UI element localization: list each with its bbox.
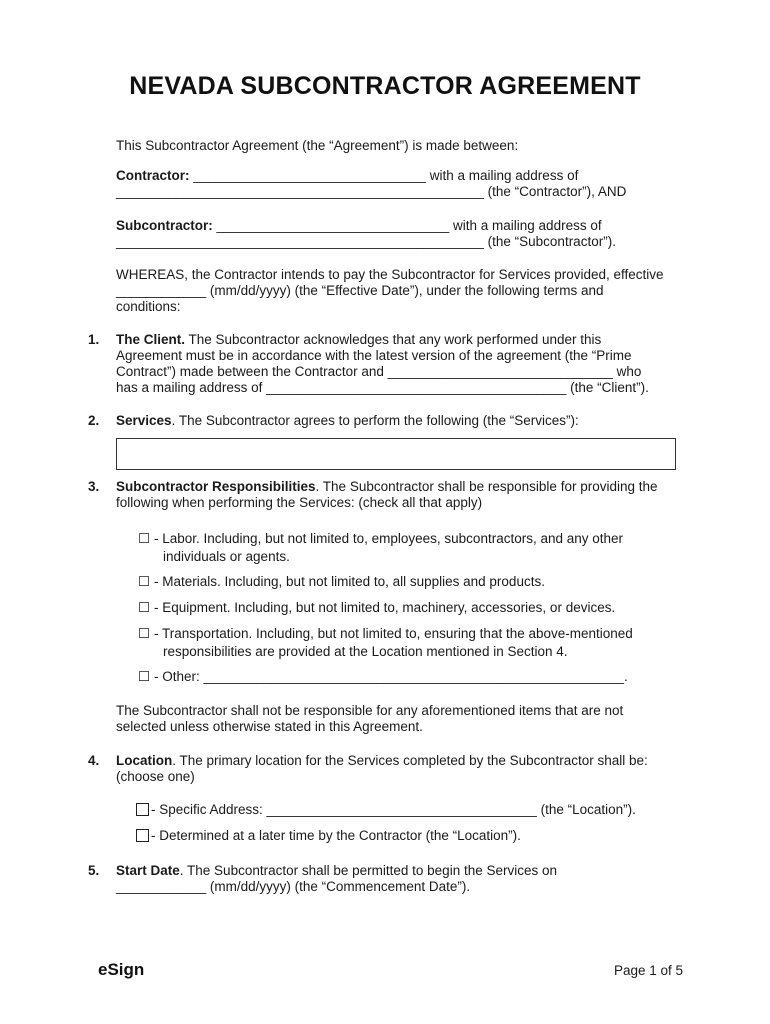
section-2-line	[116, 413, 579, 429]
section-5-line-1	[116, 863, 557, 879]
section-4-text: . The primary location for the Services completed by the Subcontractor shall be:	[172, 753, 648, 768]
section-4-heading: Location	[116, 753, 173, 768]
section-3-note-line-1: The Subcontractor shall not be responsible for any aforementioned items that are not	[116, 703, 624, 718]
labor-checkbox[interactable]: ☐	[138, 531, 151, 546]
materials-option: - Materials. Including, but not limited to, all supplies and products.	[154, 574, 545, 589]
document-title: NEVADA SUBCONTRACTOR AGREEMENT	[129, 72, 641, 100]
section-4-line-1	[116, 753, 648, 769]
specific-address-checkbox[interactable]	[136, 803, 149, 816]
section-1-heading: The Client.	[116, 332, 186, 347]
section-2-text: . The Subcontractor agrees to perform the following (the “Services”):	[171, 413, 579, 428]
contractor-line-1	[116, 168, 578, 184]
contractor-address-line[interactable]: _________________________________________________ (the “Contractor”), AND	[116, 184, 627, 199]
subcontractor-label: Subcontractor:	[116, 218, 213, 233]
page-number: Page 1 of 5	[614, 963, 684, 978]
section-2-heading: Services	[116, 413, 172, 428]
section-5-heading: Start Date	[116, 863, 180, 878]
subcontractor-line-1	[116, 218, 602, 234]
section-3-note-line-2: selected unless otherwise stated in this Agreement.	[116, 719, 423, 734]
other-option[interactable]: - Other: ________________________________________________________.	[154, 669, 628, 684]
section-4-number: 4.	[88, 753, 100, 768]
section-1-line-3[interactable]: Contract”) made between the Contractor and ______________________________ who	[116, 364, 642, 379]
other-checkbox[interactable]: ☐	[138, 669, 151, 684]
section-1-line-1	[116, 332, 601, 348]
whereas-line-2[interactable]: ____________ (mm/dd/yyyy) (the “Effective Date”), under the following terms and	[116, 283, 604, 298]
section-5-number: 5.	[88, 863, 100, 878]
transportation-option-line-1: - Transportation. Including, but not limited to, ensuring that the above-mentioned	[154, 626, 633, 641]
equipment-option: - Equipment. Including, but not limited to, machinery, accessories, or devices.	[154, 600, 616, 615]
transportation-option-line-2: responsibilities are provided at the Location mentioned in Section 4.	[163, 644, 568, 659]
later-determined-option: - Determined at a later time by the Contractor (the “Location”).	[151, 828, 521, 843]
contractor-name-blank[interactable]: _______________________________ with a mailing address of	[189, 168, 579, 183]
esign-logo: eSign	[98, 960, 145, 979]
labor-option-line-1: - Labor. Including, but not limited to, employees, subcontractors, and any other	[154, 531, 624, 546]
equipment-checkbox[interactable]: ☐	[138, 600, 151, 615]
section-3-text: . The Subcontractor shall be responsible for providing the	[315, 479, 658, 494]
section-1-line-2: Agreement must be in accordance with the latest version of the agreement (the “Prime	[116, 348, 632, 363]
subcontractor-address-line[interactable]: _________________________________________________ (the “Subcontractor”).	[116, 234, 616, 249]
section-3-heading: Subcontractor Responsibilities	[116, 479, 316, 494]
section-5-text: . The Subcontractor shall be permitted to begin the Services on	[179, 863, 557, 878]
section-3-line-1	[116, 479, 658, 495]
materials-checkbox[interactable]: ☐	[138, 574, 151, 589]
contractor-label: Contractor:	[116, 168, 190, 183]
section-4-line-2: (choose one)	[116, 769, 195, 784]
section-5-line-2[interactable]: ____________ (mm/dd/yyyy) (the “Commencement Date”).	[116, 879, 471, 894]
whereas-line-3: conditions:	[116, 299, 181, 314]
section-2-number: 2.	[88, 413, 100, 428]
whereas-line-1: WHEREAS, the Contractor intends to pay the Subcontractor for Services provided, effective	[116, 267, 664, 282]
section-3-line-2: following when performing the Services: (check all that apply)	[116, 495, 483, 510]
later-determined-checkbox[interactable]	[136, 829, 149, 842]
section-1-line-4[interactable]: has a mailing address of ________________________________________ (the “Client”).	[116, 380, 649, 395]
labor-option-line-2: individuals or agents.	[163, 549, 290, 564]
section-3-number: 3.	[88, 479, 100, 494]
section-1-number: 1.	[88, 332, 100, 347]
section-1-text: The Subcontractor acknowledges that any work performed under this	[185, 332, 602, 347]
intro-text: This Subcontractor Agreement (the “Agreement”) is made between:	[116, 138, 519, 153]
subcontractor-name-blank[interactable]: _______________________________ with a mailing address of	[212, 218, 602, 233]
specific-address-option[interactable]: - Specific Address: ____________________________________ (the “Location”).	[151, 802, 636, 817]
transportation-checkbox[interactable]: ☐	[138, 626, 151, 641]
services-input-box[interactable]	[116, 438, 676, 470]
